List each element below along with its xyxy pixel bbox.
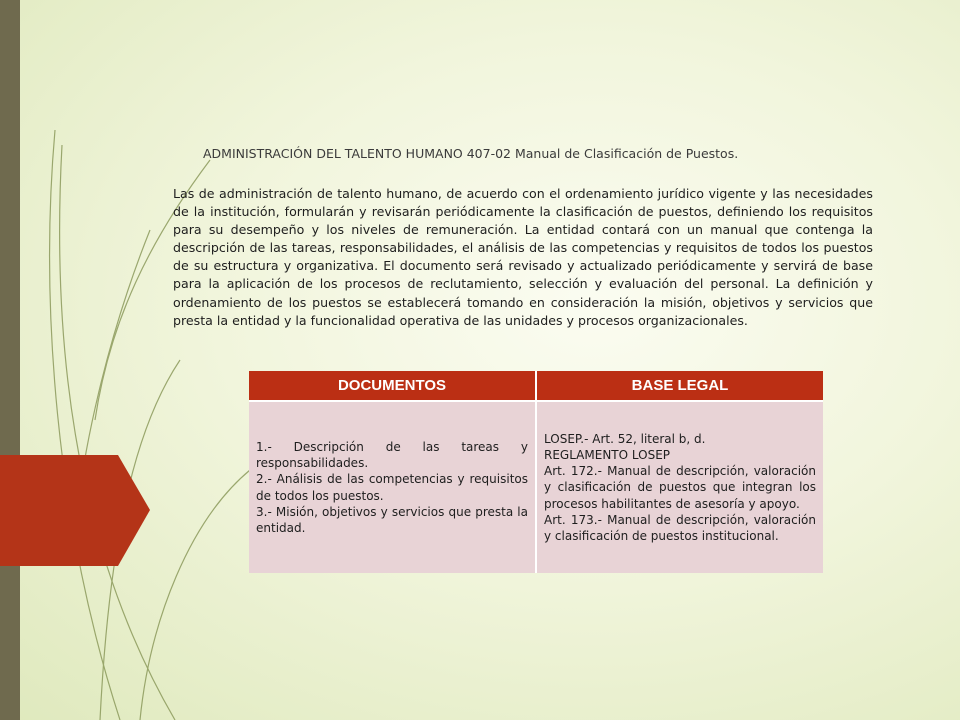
base-legal-cell [536,401,823,573]
table-row [249,401,823,573]
documento-item: 3.- Misión, objetivos y servicios que presta la entidad. [256,504,528,535]
arrow-shape [0,455,150,566]
body-paragraph: Las de administración de talento humano, de acuerdo con el ordenamiento jurídico vigente y las necesidades de la institución, formularán y revisarán periódicamente la clasificación de puestos, definiendo los requisitos para su desempeño y los niveles de remuneración. La entidad contará con un manual que contenga la descripción de las tareas, responsabilidades, el análisis de las competencias y requisitos de todos los puestos de su estructura y organizativa. El documento será revisado y actualizado periódicamente y servirá de base para la aplicación de los procesos de reclutamiento, selección y evaluación del personal. La definición y ordenamiento de los puestos se establecerá tomando en consideración la misión, objetivos y servicios que presta la entidad y la funcionalidad operativa de las unidades y procesos organizacionales. [173,186,873,328]
base-legal-item: REGLAMENTO LOSEP [544,447,671,462]
documento-item: 2.- Análisis de las competencias y requisitos de todos los puestos. [256,472,528,503]
base-legal-item: Art. 173.- Manual de descripción, valoración y clasificación de puestos institucional. [544,512,816,543]
documentos-cell [249,401,536,573]
header-documentos: DOCUMENTOS [249,371,536,401]
header-base-legal: BASE LEGAL [536,371,823,401]
page-title: ADMINISTRACIÓN DEL TALENTO HUMANO 407-02 Manual de Clasificación de Puestos. [203,146,739,161]
base-legal-item: Art. 172.- Manual de descripción, valoración y clasificación de puestos que integran los procesos habilitantes de asesoría y apoyo. [544,464,816,511]
base-legal-item: LOSEP.- Art. 52, literal b, d. [544,431,706,446]
documento-item: 1.- Descripción de las tareas y responsabilidades. [256,439,528,471]
documents-table [249,371,823,573]
table-header-row [249,371,823,401]
